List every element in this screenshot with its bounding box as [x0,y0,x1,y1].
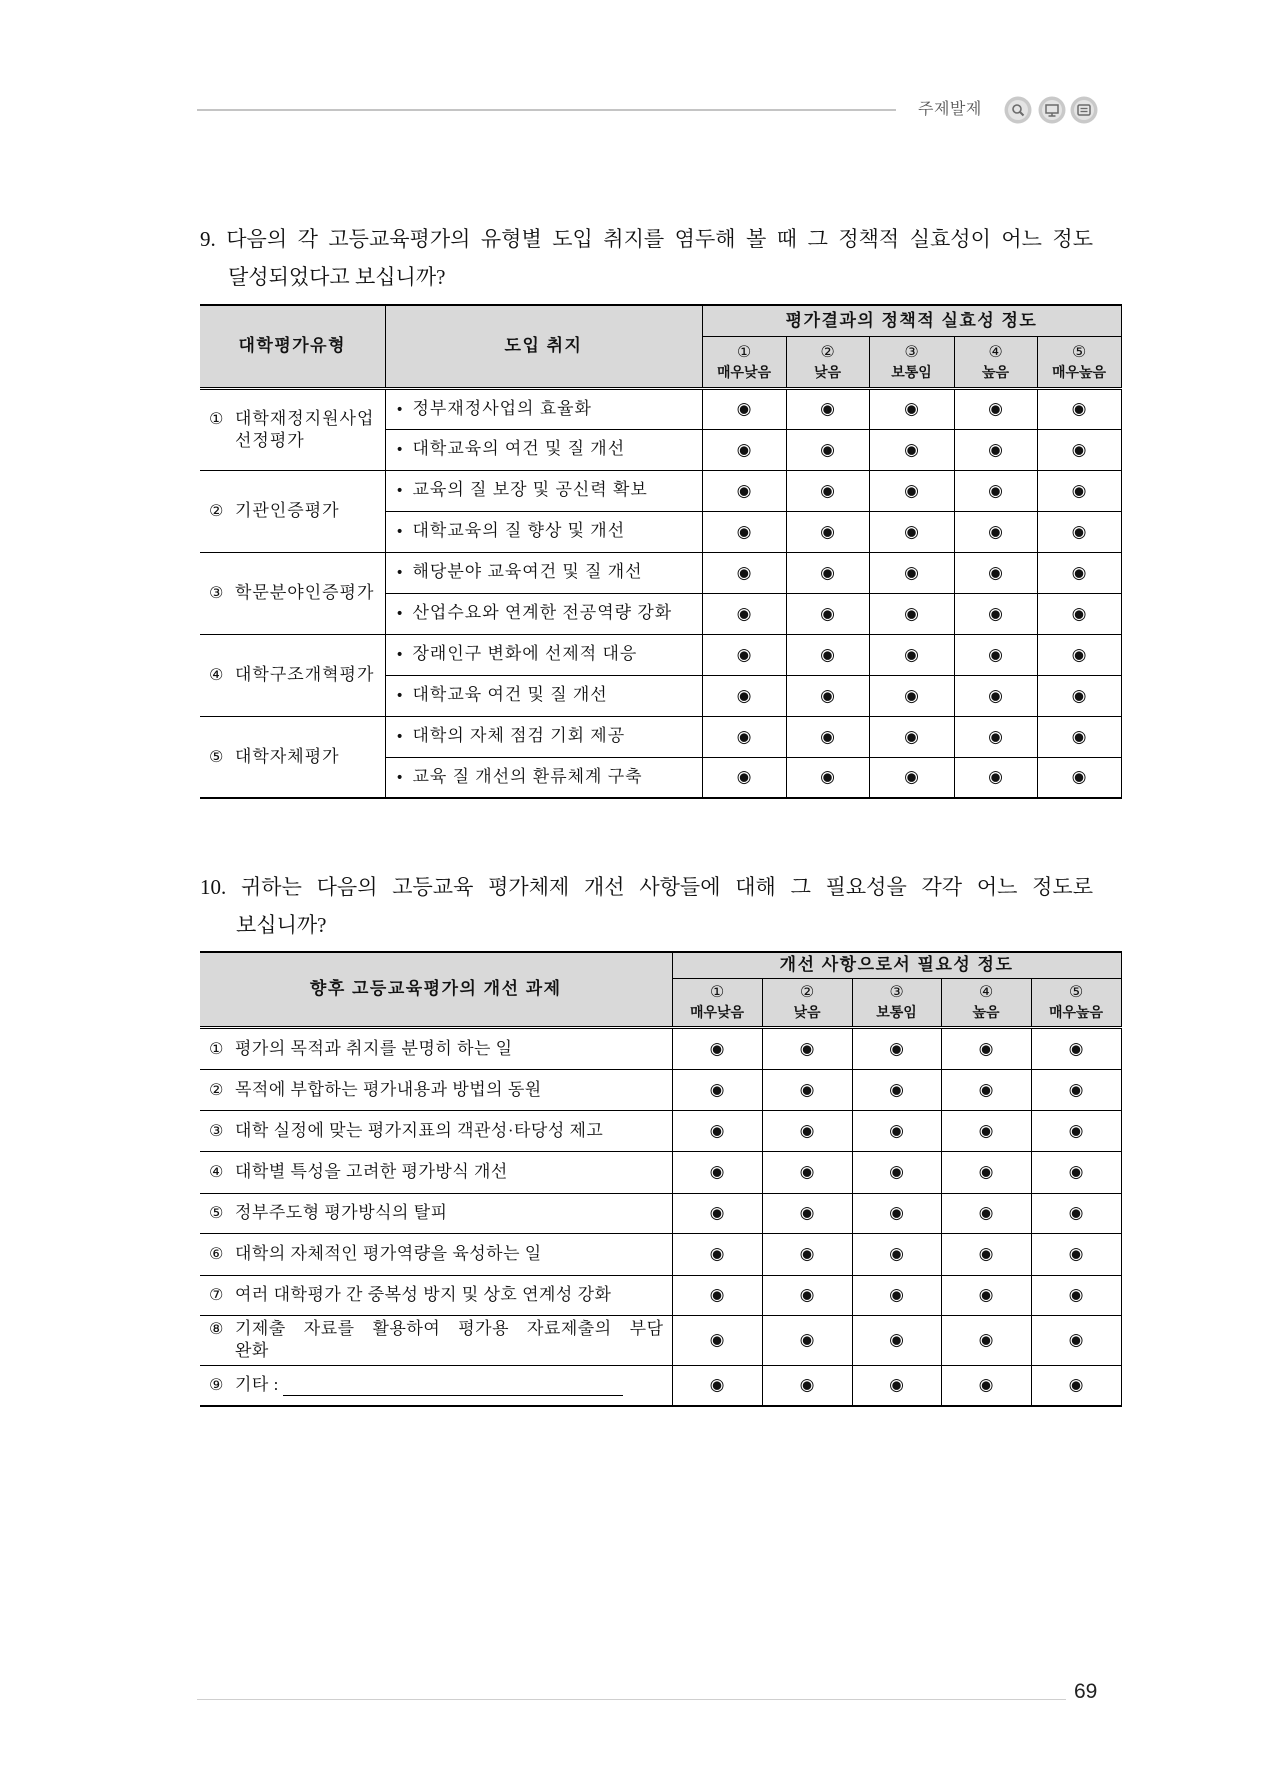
item-number: ⑧ [209,1319,224,1338]
item-text-line: 완화 [235,1341,269,1360]
rating-option-4[interactable]: ◉ [954,634,1037,675]
rating-option-4[interactable]: ◉ [954,675,1037,716]
label-text: 대학자체평가 [235,746,340,766]
rating-option-1[interactable]: ◉ [702,716,786,757]
rating-option-1[interactable]: ◉ [672,1233,762,1275]
rating-option-2[interactable]: ◉ [762,1027,852,1069]
rating-option-5[interactable]: ◉ [1037,593,1121,634]
purpose-text: 대학의 자체 점검 기회 제공 [412,726,626,745]
improvement-item [200,1365,672,1406]
question-10-number: 10. [200,875,227,899]
rating-option-4[interactable]: ◉ [941,1069,1031,1110]
purpose-item [385,757,702,798]
scale-header-5 [1037,336,1121,388]
rating-option-2[interactable]: ◉ [762,1233,852,1275]
scale-number: ③ [904,341,919,361]
evaluation-type-label [200,470,385,552]
scale-header-4 [954,336,1037,388]
rating-option-2[interactable]: ◉ [786,675,869,716]
item-number: ⑦ [209,1285,224,1304]
purpose-item [385,429,702,470]
rating-option-1[interactable]: ◉ [702,675,786,716]
scale-header-4 [941,978,1031,1027]
label-line: 선정평가 [235,430,305,450]
page-number: 69 [1074,1680,1098,1703]
rating-option-1[interactable]: ◉ [672,1069,762,1110]
scale-header-3 [869,336,954,388]
purpose-text: 산업수요와 연계한 전공역량 강화 [412,603,673,622]
table-row [200,552,1121,593]
rating-option-3[interactable]: ◉ [869,552,954,593]
rating-option-3[interactable]: ◉ [869,388,954,429]
purpose-text: 해당분야 교육여건 및 질 개선 [412,562,643,581]
question-9-line-1 [200,220,1093,258]
purpose-item [385,634,702,675]
table-row [200,716,1121,757]
bullet: • [395,606,405,622]
rating-option-1[interactable]: ◉ [672,1151,762,1193]
item-text: 정부주도형 평가방식의 탈피 [235,1203,448,1222]
rating-option-2[interactable]: ◉ [762,1365,852,1406]
rating-option-5[interactable]: ◉ [1037,470,1121,511]
other-input[interactable] [283,1377,623,1396]
label-text [235,408,377,452]
rating-option-1[interactable]: ◉ [672,1315,762,1365]
improvement-item [200,1027,672,1069]
rating-option-4[interactable]: ◉ [941,1233,1031,1275]
question-9-number: 9. [200,227,216,251]
evaluation-type-label [200,634,385,716]
scale-label: 낮음 [793,1004,821,1020]
rating-option-4[interactable]: ◉ [941,1315,1031,1365]
item-text: 대학별 특성을 고려한 평가방식 개선 [235,1162,508,1181]
rating-option-5[interactable]: ◉ [1031,1275,1121,1315]
scale-label: 매우낮음 [689,1004,745,1020]
rating-option-3[interactable]: ◉ [869,675,954,716]
rating-option-5[interactable]: ◉ [1037,511,1121,552]
purpose-item [385,470,702,511]
rating-option-4[interactable]: ◉ [941,1151,1031,1193]
scale-label: 보통임 [876,1004,917,1020]
rating-option-3[interactable]: ◉ [869,429,954,470]
rating-option-2[interactable]: ◉ [786,429,869,470]
improvement-item [200,1233,672,1275]
table-header-row [200,305,1121,336]
label-text: 학문분야인증평가 [235,583,375,602]
item-number: ① [209,1038,224,1058]
purpose-item [385,716,702,757]
rating-option-4[interactable]: ◉ [941,1027,1031,1069]
scale-header-2 [786,336,869,388]
rating-option-4[interactable]: ◉ [954,511,1037,552]
question-10-line-2: 보십니까? [236,913,327,937]
rating-option-1[interactable]: ◉ [702,593,786,634]
scale-label: 보통임 [891,363,932,380]
scale-label: 낮음 [813,363,842,380]
rating-option-1[interactable]: ◉ [672,1275,762,1315]
improvement-item [200,1069,672,1110]
header-rule [197,109,896,111]
rating-option-2[interactable]: ◉ [762,1275,852,1315]
scale-label: 매우낮음 [716,363,772,380]
improvement-item [200,1193,672,1233]
rating-option-1[interactable]: ◉ [702,429,786,470]
col-header-purpose: 도입 취지 [385,305,702,388]
rating-option-4[interactable]: ◉ [954,552,1037,593]
question-9 [200,220,1093,296]
label-text: 기관인증평가 [235,501,340,520]
item-text: 대학 실정에 맞는 평가지표의 객관성·타당성 제고 [235,1120,604,1140]
rating-option-3[interactable]: ◉ [869,716,954,757]
bullet: • [395,524,405,540]
search-icon [1004,96,1032,124]
scale-header-1 [702,336,786,388]
table-row [200,634,1121,675]
rating-option-4[interactable]: ◉ [954,429,1037,470]
rating-option-3[interactable]: ◉ [852,1365,941,1406]
item-text: 목적에 부합하는 평가내용과 방법의 동원 [235,1079,542,1099]
rating-option-2[interactable]: ◉ [786,388,869,429]
evaluation-type-label [200,552,385,634]
purpose-item [385,511,702,552]
rating-option-4[interactable]: ◉ [954,470,1037,511]
bullet: • [395,565,405,581]
rating-option-5[interactable]: ◉ [1037,429,1121,470]
scale-number: ① [709,982,725,1001]
table-row [200,470,1121,511]
question-9-line-2: 달성되었다고 보십니까? [228,265,446,289]
rating-option-4[interactable]: ◉ [954,716,1037,757]
label-line: 대학재정지원사업 [235,408,375,428]
rating-option-1[interactable]: ◉ [672,1110,762,1151]
rating-option-4[interactable]: ◉ [941,1275,1031,1315]
table-row [200,1069,1121,1110]
rating-option-4[interactable]: ◉ [954,757,1037,798]
evaluation-type-label [200,716,385,798]
rating-option-5[interactable]: ◉ [1031,1315,1121,1365]
table-row [200,1315,1121,1365]
rating-option-2[interactable]: ◉ [786,552,869,593]
rating-option-5[interactable]: ◉ [1031,1365,1121,1406]
purpose-text: 교육 질 개선의 환류체계 구축 [412,766,643,786]
rating-option-2[interactable]: ◉ [762,1069,852,1110]
bullet: • [395,729,405,745]
section-label: 주제발제 [918,101,982,118]
footer-rule [197,1699,1066,1700]
rating-option-5[interactable]: ◉ [1031,1110,1121,1151]
purpose-text: 정부재정사업의 효율화 [412,398,592,418]
rating-option-2[interactable]: ◉ [786,511,869,552]
rating-option-3[interactable]: ◉ [852,1110,941,1151]
rating-option-3[interactable]: ◉ [852,1315,941,1365]
other-label: 기타 : [235,1375,279,1395]
rating-option-3[interactable]: ◉ [869,511,954,552]
rating-option-4[interactable]: ◉ [941,1110,1031,1151]
table-row [200,1275,1121,1315]
rating-option-2[interactable]: ◉ [786,593,869,634]
bullet: • [395,688,405,704]
scale-label: 높음 [981,363,1010,380]
item-number: ⑤ [209,1203,224,1222]
scale-label: 매우높음 [1051,363,1107,380]
rating-option-4[interactable]: ◉ [954,593,1037,634]
scale-number: ④ [988,341,1003,361]
item-number: ② [209,501,224,520]
rating-option-4[interactable]: ◉ [941,1193,1031,1233]
item-number: ③ [209,1120,224,1140]
rating-option-3[interactable]: ◉ [852,1151,941,1193]
purpose-item [385,675,702,716]
table-row [200,1151,1121,1193]
purpose-text: 장래인구 변화에 선제적 대응 [412,644,638,663]
bullet: • [395,483,405,499]
purpose-text: 대학교육의 여건 및 질 개선 [412,439,626,458]
rating-option-2[interactable]: ◉ [762,1110,852,1151]
item-number: ⑥ [209,1244,224,1263]
item-number: ⑤ [209,746,224,766]
rating-option-5[interactable]: ◉ [1037,552,1121,593]
monitor-icon [1038,96,1066,124]
rating-option-1[interactable]: ◉ [672,1193,762,1233]
label-text: 대학구조개혁평가 [235,665,375,684]
rating-option-1[interactable]: ◉ [672,1027,762,1069]
rating-option-4[interactable]: ◉ [954,388,1037,429]
item-number: ⑨ [209,1375,224,1395]
col-header-evaluation-type: 대학평가유형 [200,305,385,388]
scale-header-1 [672,978,762,1027]
item-text [235,1374,664,1396]
purpose-text: 대학교육의 질 향상 및 개선 [412,521,626,540]
table-row [200,1233,1121,1275]
item-number: ① [209,408,224,428]
scale-number: ⑤ [1068,982,1084,1001]
rating-option-1[interactable]: ◉ [702,470,786,511]
improvement-item [200,1110,672,1151]
scale-number: ② [799,982,815,1001]
rating-option-5[interactable]: ◉ [1037,757,1121,798]
rating-option-3[interactable]: ◉ [852,1275,941,1315]
rating-option-1[interactable]: ◉ [702,388,786,429]
rating-option-3[interactable]: ◉ [869,757,954,798]
item-number: ④ [209,1162,224,1181]
rating-option-2[interactable]: ◉ [786,716,869,757]
bullet: • [395,769,405,786]
rating-option-1[interactable]: ◉ [702,511,786,552]
question-9-text: 다음의 각 고등교육평가의 유형별 도입 취지를 염두해 볼 때 그 정책적 실효성이 어느 정도 [226,227,1093,251]
question-10-line-1 [200,868,1093,906]
rating-option-5[interactable]: ◉ [1031,1193,1121,1233]
item-text: 여러 대학평가 간 중복성 방지 및 상호 연계성 강화 [235,1285,612,1304]
purpose-text: 대학교육 여건 및 질 개선 [412,685,608,704]
scale-number: ② [820,341,835,361]
bullet: • [395,401,405,418]
scale-number: ③ [889,982,904,1001]
rating-option-3[interactable]: ◉ [869,593,954,634]
rating-option-1[interactable]: ◉ [702,634,786,675]
rating-option-3[interactable]: ◉ [852,1069,941,1110]
improvement-item [200,1151,672,1193]
scale-number: ① [736,341,752,361]
rating-option-2[interactable]: ◉ [786,470,869,511]
list-icon [1070,96,1098,124]
rating-option-3[interactable]: ◉ [852,1027,941,1069]
rating-option-5[interactable]: ◉ [1031,1233,1121,1275]
improvement-item [200,1275,672,1315]
purpose-item [385,552,702,593]
rating-option-5[interactable]: ◉ [1037,634,1121,675]
rating-option-2[interactable]: ◉ [762,1315,852,1365]
table-row [200,1110,1121,1151]
rating-option-1[interactable]: ◉ [702,552,786,593]
rating-option-2[interactable]: ◉ [786,757,869,798]
rating-option-3[interactable]: ◉ [852,1193,941,1233]
item-number: ② [209,1079,224,1099]
rating-option-5[interactable]: ◉ [1031,1027,1121,1069]
rating-option-2[interactable]: ◉ [762,1193,852,1233]
item-number: ④ [209,665,224,684]
scale-number: ⑤ [1071,341,1087,361]
rating-option-5[interactable]: ◉ [1037,675,1121,716]
scale-header-2 [762,978,852,1027]
rating-option-5[interactable]: ◉ [1031,1069,1121,1110]
scale-header-3 [852,978,941,1027]
table-row [200,1027,1121,1069]
scale-label: 매우높음 [1048,1004,1104,1020]
rating-option-2[interactable]: ◉ [786,634,869,675]
item-text: 대학의 자체적인 평가역량을 육성하는 일 [235,1244,542,1263]
improvement-item [200,1315,672,1365]
rating-option-5[interactable]: ◉ [1031,1151,1121,1193]
bullet: • [395,647,405,663]
rating-option-1[interactable]: ◉ [702,757,786,798]
question-10-text: 귀하는 다음의 고등교육 평가체제 개선 사항들에 대해 그 필요성을 각각 어느 정도로 [241,875,1094,899]
improvement-table [200,951,1122,1407]
item-text [235,1318,664,1362]
item-text-line: 기제출 자료를 활용하여 평가용 자료제출의 부담 [235,1319,664,1338]
col-header-improvement-task: 향후 고등교육평가의 개선 과제 [200,952,672,1027]
scale-label: 높음 [972,1004,1000,1020]
evaluation-type-table [200,304,1122,799]
item-text: 평가의 목적과 취지를 분명히 하는 일 [235,1038,513,1058]
col-header-effectiveness: 평가결과의 정책적 실효성 정도 [702,305,1121,336]
table-header-row [200,952,1121,978]
rating-option-5[interactable]: ◉ [1037,716,1121,757]
col-header-necessity: 개선 사항으로서 필요성 정도 [672,952,1121,978]
rating-option-3[interactable]: ◉ [869,634,954,675]
rating-option-5[interactable]: ◉ [1037,388,1121,429]
scale-number: ④ [978,982,994,1001]
rating-option-4[interactable]: ◉ [941,1365,1031,1406]
bullet: • [395,442,405,458]
scale-header-5 [1031,978,1121,1027]
item-number: ③ [209,583,224,602]
table-row [200,388,1121,429]
question-10 [200,868,1093,944]
purpose-item [385,593,702,634]
purpose-text: 교육의 질 보장 및 공신력 확보 [412,480,648,499]
purpose-item [385,388,702,429]
rating-option-3[interactable]: ◉ [869,470,954,511]
rating-option-3[interactable]: ◉ [852,1233,941,1275]
table-row [200,1365,1121,1406]
evaluation-type-label [200,388,385,470]
rating-option-2[interactable]: ◉ [762,1151,852,1193]
table-row [200,1193,1121,1233]
rating-option-1[interactable]: ◉ [672,1365,762,1406]
